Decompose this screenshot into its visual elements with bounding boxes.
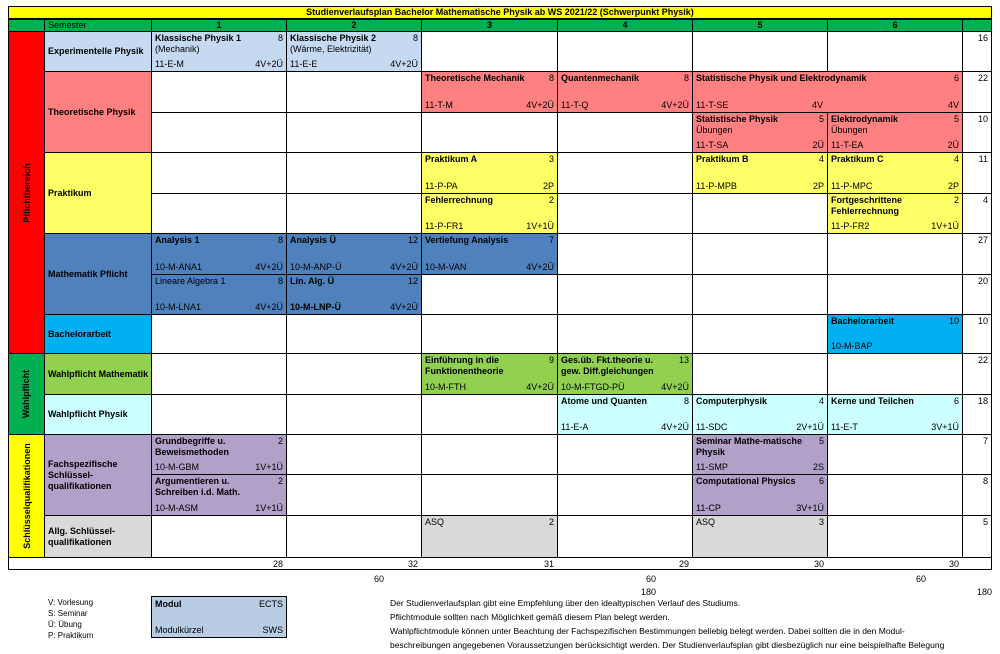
category-theoretische-physik: Theoretische Physik — [44, 71, 152, 153]
empty-cell — [557, 31, 693, 72]
module-asq-semester-5[interactable]: ASQ 3 — [692, 515, 828, 558]
empty-cell — [421, 31, 558, 72]
semester-4-total: 29 — [678, 559, 689, 569]
empty-cell — [692, 233, 828, 275]
module-asq-semester-3[interactable]: ASQ 2 — [421, 515, 558, 558]
band-schluesselqualifikationen: Schlüsselqualifikationen — [8, 434, 45, 558]
module-analysis-1[interactable]: Analysis 1 8 10-M-ANA1 4V+2Ü — [151, 233, 287, 275]
row-ects-total: 22 — [962, 353, 992, 395]
legend-seminar: S: Seminar — [48, 609, 88, 618]
legend-vorlesung: V: Vorlesung — [48, 598, 94, 607]
empty-cell — [421, 314, 558, 354]
module-fortgeschrittene-fehlerrechnung[interactable]: Fortgeschrittene Fehlerrechnung 2 11-P-FR2 1V+1Ü — [827, 193, 963, 234]
row-ects-total: 4 — [962, 193, 992, 234]
semester-2-total: 32 — [407, 559, 418, 569]
row-ects-total: 27 — [962, 233, 992, 275]
empty-cell — [421, 474, 558, 516]
module-klassische-physik-2[interactable]: Klassische Physik 2 (Wärme, Elektrizität) 8 11-E-E 4V+2Ü — [286, 31, 422, 72]
semester-5-total: 30 — [813, 559, 824, 569]
year-1-total: 60 — [373, 574, 384, 584]
empty-cell — [286, 353, 422, 395]
grand-total-right: 180 — [976, 587, 992, 597]
empty-cell — [151, 394, 287, 435]
semester-6-header: 6 — [827, 19, 963, 32]
empty-cell — [151, 193, 287, 234]
module-statistische-physik-uebungen[interactable]: Statistische Physik Übungen 5 11-T-SA 2Ü — [692, 112, 828, 153]
row-ects-total: 20 — [962, 274, 992, 315]
page-title: Studienverlaufsplan Bachelor Mathematische Physik ab WS 2021/22 (Schwerpunkt Physik) — [8, 6, 992, 19]
module-klassische-physik-1[interactable]: Klassische Physik 1 (Mechanik) 8 11-E-M 4V+2Ü — [151, 31, 287, 72]
semester-3-header: 3 — [421, 19, 558, 32]
category-fachspezifische-sq: Fachspezifische Schlüssel-qualifikationen — [44, 434, 152, 516]
semester-6-total: 30 — [948, 559, 959, 569]
empty-cell — [286, 515, 422, 558]
category-praktikum: Praktikum — [44, 152, 152, 234]
year-3-total: 60 — [915, 574, 926, 584]
empty-cell — [557, 274, 693, 315]
empty-cell — [286, 71, 422, 113]
empty-cell — [827, 515, 963, 558]
module-ges-ueb-funktionentheorie[interactable]: Ges.üb. Fkt.theorie u. gew. Diff.gleichungen 13 10-M-FTGD-PÜ 4V+2Ü — [557, 353, 693, 395]
year-2-total: 60 — [645, 574, 656, 584]
empty-cell — [557, 193, 693, 234]
empty-cell — [421, 112, 558, 153]
row-ects-total: 7 — [962, 434, 992, 475]
empty-cell — [692, 31, 828, 72]
semester-4-header: 4 — [557, 19, 693, 32]
module-kerne-und-teilchen[interactable]: Kerne und Teilchen 6 11-E-T 3V+1Ü — [827, 394, 963, 435]
module-quantenmechanik[interactable]: Quantenmechanik 8 11-T-Q 4V+2Ü — [557, 71, 693, 113]
empty-cell — [692, 353, 828, 395]
empty-cell — [151, 353, 287, 395]
module-elektrodynamik-uebungen[interactable]: Elektrodynamik Übungen 5 11-T-EA 2Ü — [827, 112, 963, 153]
semester-3-total: 31 — [543, 559, 554, 569]
empty-cell — [151, 515, 287, 558]
module-vertiefung-analysis[interactable]: Vertiefung Analysis 7 10-M-VAN 4V+2Ü — [421, 233, 558, 275]
empty-cell — [827, 233, 963, 275]
semester-1-total: 28 — [272, 559, 283, 569]
note-line-1: Der Studienverlaufsplan gibt eine Empfehlung über den idealtypischen Verlauf des Studiums. — [390, 598, 741, 608]
empty-cell — [286, 193, 422, 234]
module-praktikum-a[interactable]: Praktikum A 3 11-P-PA 2P — [421, 152, 558, 194]
empty-cell — [421, 394, 558, 435]
empty-cell — [557, 314, 693, 354]
empty-cell — [557, 112, 693, 153]
row-ects-total: 11 — [962, 152, 992, 194]
row-ects-total: 18 — [962, 394, 992, 435]
empty-cell — [557, 233, 693, 275]
empty-cell — [151, 314, 287, 354]
note-line-2: Pflichtmodule sollten nach Möglichkeit gemäß diesem Plan belegt werden. — [390, 612, 670, 622]
module-lineare-algebra-1[interactable]: Lineare Algebra 1 8 10-M-LNA1 4V+2Ü — [151, 274, 287, 315]
empty-cell — [827, 434, 963, 475]
module-grundbegriffe-beweismethoden[interactable]: Grundbegriffe u. Beweismethoden 2 10-M-GBM 1V+1Ü — [151, 434, 287, 475]
module-praktikum-b[interactable]: Praktikum B 4 11-P-MPB 2P — [692, 152, 828, 194]
module-argumentieren-schreiben[interactable]: Argumentieren u. Schreiben i.d. Math. 2 10-M-ASM 1V+1Ü — [151, 474, 287, 516]
empty-cell — [421, 434, 558, 475]
category-wahlpflicht-mathematik: Wahlpflicht Mathematik — [44, 353, 152, 395]
legend-uebung: Ü: Übung — [48, 620, 82, 629]
note-line-3: Wahlpflichtmodule können unter Beachtung der Fachspezifischen Bestimmungen beliebig belegt werden. Dabei sollten die in den Modul- — [390, 626, 905, 636]
empty-cell — [827, 353, 963, 395]
category-bachelorarbeit: Bachelorarbeit — [44, 314, 152, 354]
empty-cell — [827, 274, 963, 315]
module-praktikum-c[interactable]: Praktikum C 4 11-P-MPC 2P — [827, 152, 963, 194]
empty-cell — [692, 193, 828, 234]
semester-1-header: 1 — [151, 19, 287, 32]
module-atome-und-quanten[interactable]: Atome und Quanten 8 11-E-A 4V+2Ü — [557, 394, 693, 435]
module-theoretische-mechanik[interactable]: Theoretische Mechanik 8 11-T-M 4V+2Ü — [421, 71, 558, 113]
empty-cell — [286, 152, 422, 194]
empty-cell — [286, 434, 422, 475]
empty-cell — [286, 474, 422, 516]
row-ects-total: 10 — [962, 112, 992, 153]
category-wahlpflicht-physik: Wahlpflicht Physik — [44, 394, 152, 435]
empty-cell — [557, 474, 693, 516]
legend-module-box: Modul ECTS Modulkürzel SWS — [151, 596, 287, 638]
row-ects-total: 10 — [962, 314, 992, 354]
semester-5-header: 5 — [692, 19, 828, 32]
row-ects-total: 5 — [962, 515, 992, 558]
category-experimentelle-physik: Experimentelle Physik — [44, 31, 152, 72]
empty-cell — [557, 434, 693, 475]
module-statistische-physik-elektrodynamik[interactable]: Statistische Physik und Elektrodynamik 6 11-T-SE 4V 4V — [692, 71, 963, 113]
module-lin-alg-ue[interactable]: Lin. Alg. Ü 12 10-M-LNP-Ü 4V+2Ü — [286, 274, 422, 315]
module-analysis-ue[interactable]: Analysis Ü 12 10-M-ANP-Ü 4V+2Ü — [286, 233, 422, 275]
row-ects-total: 22 — [962, 71, 992, 113]
semester-2-header: 2 — [286, 19, 422, 32]
module-fehlerrechnung[interactable]: Fehlerrechnung 2 11-P-FR1 1V+1Ü — [421, 193, 558, 234]
empty-cell — [692, 314, 828, 354]
empty-cell — [557, 152, 693, 194]
category-mathematik-pflicht: Mathematik Pflicht — [44, 233, 152, 315]
row-ects-total: 16 — [962, 31, 992, 72]
empty-cell — [286, 112, 422, 153]
grand-total-center: 180 — [640, 587, 656, 597]
row-ects-total: 8 — [962, 474, 992, 516]
note-line-4: beschreibungen angegebenen Voraussetzungen berücksichtigt werden. Der Studienverlaufsplan gibt diesbezüglich nur eine beispielhafte Belegung — [390, 640, 945, 650]
empty-cell — [151, 112, 287, 153]
empty-cell — [827, 31, 963, 72]
empty-cell — [286, 394, 422, 435]
module-funktionentheorie[interactable]: Einführung in die Funktionentheorie 9 10-M-FTH 4V+2Ü — [421, 353, 558, 395]
empty-cell — [286, 314, 422, 354]
module-seminar-mathematische-physik[interactable]: Seminar Mathe-matische Physik 5 11-SMP 2S — [692, 434, 828, 475]
module-bachelorarbeit[interactable]: Bachelorarbeit 10 10-M-BAP — [827, 314, 963, 354]
semester-header-label: Semester — [44, 19, 152, 32]
band-wahlpflicht: Wahlpflicht — [8, 353, 45, 435]
module-computerphysik[interactable]: Computerphysik 4 11-SDC 2V+1Ü — [692, 394, 828, 435]
category-allg-sq: Allg. Schlüssel-qualifikationen — [44, 515, 152, 558]
empty-cell — [421, 274, 558, 315]
empty-cell — [692, 274, 828, 315]
module-computational-physics[interactable]: Computational Physics 6 11-CP 3V+1Ü — [692, 474, 828, 516]
legend-praktikum: P: Praktikum — [48, 631, 94, 640]
empty-cell — [151, 71, 287, 113]
empty-cell — [151, 152, 287, 194]
empty-cell — [557, 515, 693, 558]
band-pflichtbereich: Pflichtbereich — [8, 31, 45, 354]
empty-cell — [827, 474, 963, 516]
